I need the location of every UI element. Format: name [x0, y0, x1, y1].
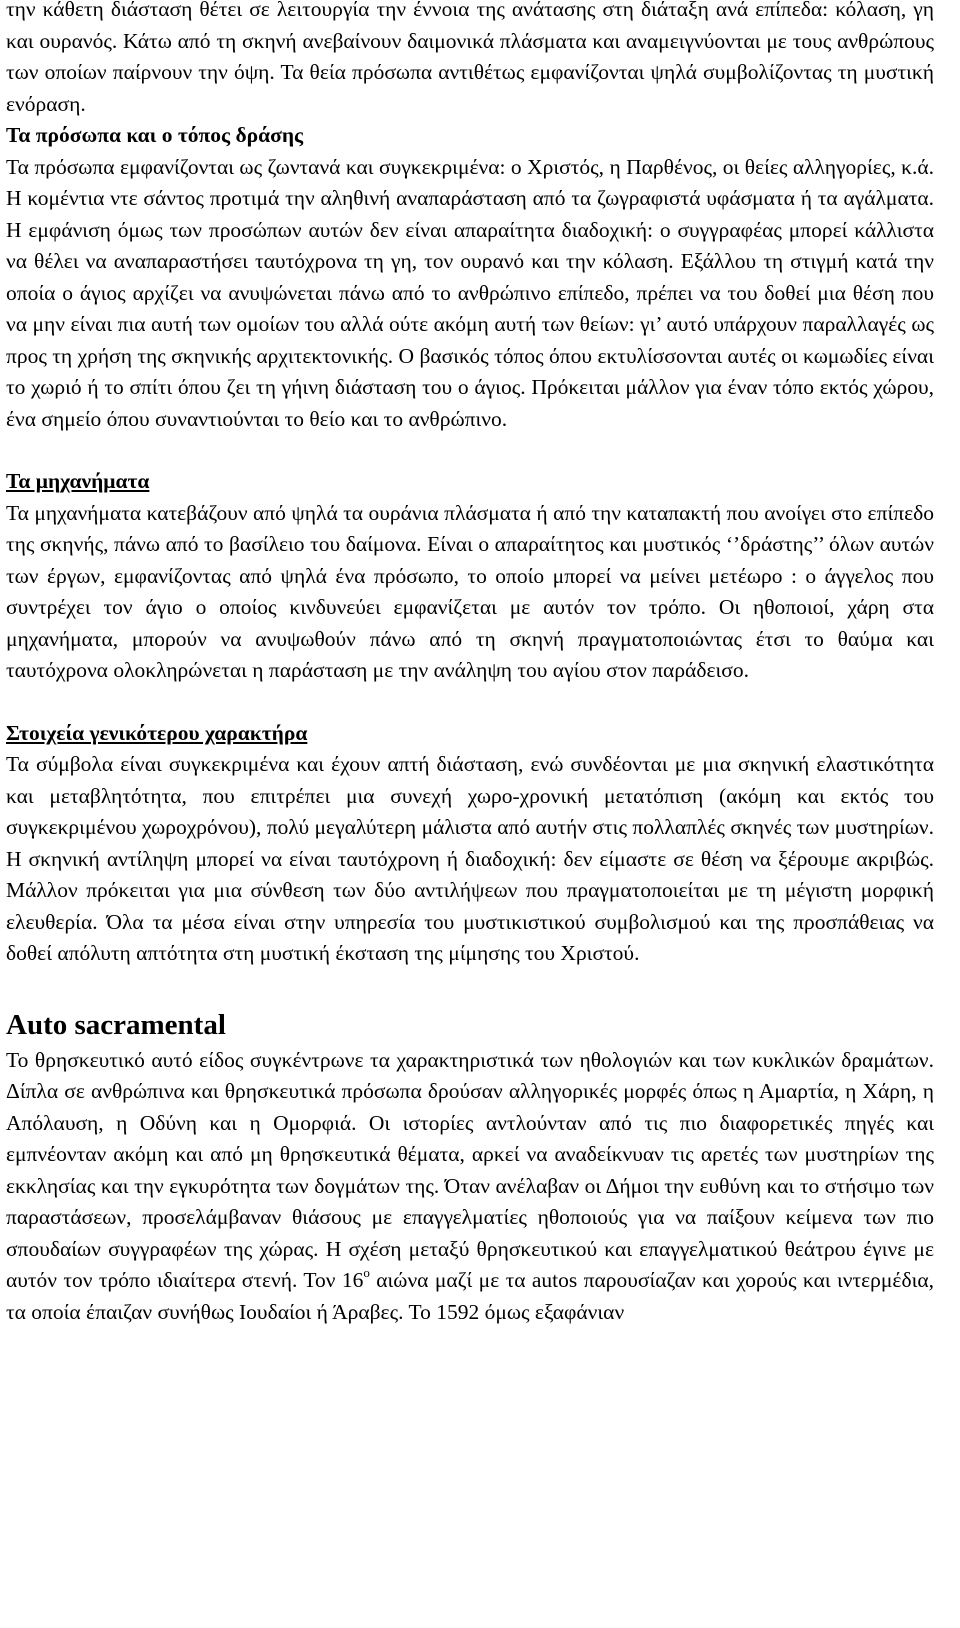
heading-general-elements: Στοιχεία γενικότερου χαρακτήρα [6, 720, 308, 745]
paragraph-spacer [6, 970, 934, 1001]
century-superscript: ο [363, 1265, 370, 1280]
heading-characters-and-setting: Τα πρόσωπα και ο τόπος δράσης [6, 123, 304, 147]
intro-paragraph: την κάθετη διάσταση θέτει σε λειτουργία την έννοια της ανάτασης στη διάταξη ανά επίπεδα: κόλαση, γη και ουρανός. Κάτω από τη σκηνή ανεβαίνουν δαιμονικά πλάσματα και αναμειγνύονται με τους ανθρώπους των οποίων παίρνουν την όψη. Τα θεία πρόσωπα αντιθέτως εμφανίζονται ψηλά συμβολίζοντας τη μυστική ενόραση. [6, 0, 934, 116]
paragraph-machines: Τα μηχανήματα κατεβάζουν από ψηλά τα ουράνια πλάσματα ή από την καταπακτή που ανοίγει στο επίπεδο της σκηνής, πάνω από το βασίλειο του δαίμονα. Είναι ο απαραίτητος και μυστικός ‘’δράστης’’ όλων αυτών των έργων, εμφανίζοντας από ψηλά ένα πρόσωπο, το οποίο μπορεί να μείνει μετέωρο : ο άγγελος που συντρέχει τον άγιο ο οποίος κινδυνεύει εμφανίζεται με αυτόν τον τρόπο. Οι ηθοποιοί, χάρη στα μηχανήματα, μπορούν να ανυψωθούν πάνω από τη σκηνή πραγματοποιώντας έτσι το θαύμα και ταυτόχρονα ολοκληρώνεται η παράσταση με την ανάληψη του αγίου στον παράδεισο. [6, 500, 934, 682]
paragraph-spacer [6, 435, 934, 466]
paragraph-general-elements: Τα σύμβολα είναι συγκεκριμένα και έχουν απτή διάσταση, ενώ συνδέονται με μια σκηνική ελαστικότητα και μεταβλητότητα, που επιτρέπει μια συνεχή χωρο-χρονική μετατόπιση (ακόμη και εκτός του συγκεκριμένου χωροχρόνου), πολύ μεγαλύτερη μάλιστα από αυτήν στις πολλαπλές σκηνές των μυστηρίων. Η σκηνική αντίληψη μπορεί να είναι ταυτόχρονη ή διαδοχική: δεν είμαστε σε θέση να ξέρουμε ακριβώς. Μάλλον πρόκειται για μια σύνθεση των δύο αντιλήψεων που πραγματοποιείται με τη μέγιστη μορφική ελευθερία. Όλα τα μέσα είναι στην υπηρεσία του μυστικιστικού συμβολισμού και της προσπάθειας να δοθεί απόλυτη απτότητα στη μυστική έκσταση της μίμησης του Χριστού. [6, 752, 934, 965]
paragraph-auto-sacramental [6, 1045, 934, 1329]
heading-auto-sacramental: Auto sacramental [6, 1008, 226, 1041]
auto-sacramental-text-start: Το θρησκευτικό αυτό είδος συγκέντρωνε τα χαρακτηριστικά των ηθολογιών και των κυκλικών δραμάτων. Δίπλα σε ανθρώπινα και θρησκευτικά πρόσωπα δρούσαν αλληγορικές μορφές όπως η Αμαρτία, η Χάρη, η Απόλαυση, η Οδύνη και η Ομορφιά. Οι ιστορίες αντλούνταν από τις πιο διαφορετικές πηγές και εμπνέονταν ακόμη και από μη θρησκευτικά θέματα, αρκεί να αναδείκνυαν τις αρετές των μυστηρίων της εκκλησίας και την εγκυρότητα των δογμάτων της. Όταν ανέλαβαν οι Δήμοι την ευθύνη και το στήσιμο των παραστάσεων, προσελάμβαναν θιάσους με επαγγελματίες ηθοποιούς για να παίξουν κείμενα των πιο σπουδαίων συγγραφέων της χώρας. Η σχέση μεταξύ θρησκευτικού και επαγγελματικού θεάτρου έγινε με αυτόν τον τρόπο ιδιαίτερα στενή. Τον 16 [6, 1047, 934, 1292]
heading-machines: Τα μηχανήματα [6, 469, 150, 493]
paragraph-spacer [6, 687, 934, 718]
paragraph-characters-and-setting: Τα πρόσωπα εμφανίζονται ως ζωντανά και συγκεκριμένα: ο Χριστός, η Παρθένος, οι θείες αλληγορίες, κ.ά. Η κομέντια ντε σάντος προτιμά την αληθινή αναπαράσταση από τα ζωγραφιστά υφάσματα ή τα αγάλματα. Η εμφάνιση όμως των προσώπων αυτών δεν είναι απαραίτητα διαδοχική: ο συγγραφέας μπορεί κάλλιστα να θέλει να αναπαραστήσει ταυτόχρονα τη γη, τον ουρανό και την κόλαση. Εξάλλου τη στιγμή κατά την οποία ο άγιος αρχίζει να ανυψώνεται πάνω από το ανθρώπινο επίπεδο, πρέπει να του δοθεί μια θέση που να μην είναι πια αυτή των ομοίων του αλλά ούτε ακόμη αυτή των θείων: γι’ αυτό υπάρχουν παραλλαγές ως προς τη χρήση της σκηνικής αρχιτεκτονικής. Ο βασικός τόπος όπου εκτυλίσσονται αυτές οι κωμωδίες είναι το χωριό ή το σπίτι όπου ζει τη γήινη διάσταση του ο άγιος. Πρόκειται μάλλον για έναν τόπο εκτός χώρου, ένα σημείο όπου συναντιούνται το θείο και το ανθρώπινο. [6, 154, 934, 431]
auto-sacramental-text-end: αιώνα μαζί με τα autos παρουσίαζαν και χορούς και ιντερμέδια, τα οποία έπαιζαν συνήθως Ιουδαίοι ή Άραβες. Το 1592 όμως εξαφάνιαν [6, 1268, 935, 1324]
